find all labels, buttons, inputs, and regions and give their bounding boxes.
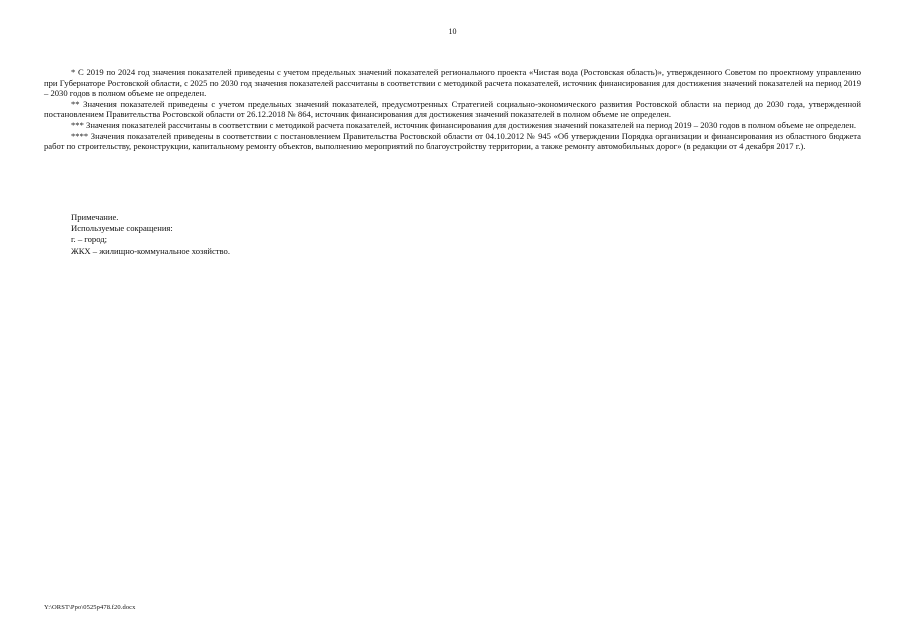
footnote-1: * С 2019 по 2024 год значения показателей приведены с учетом предельных значений показателей регионального проекта «Чистая вода (Ростовская область)», утвержденного Советом по проектному управлению при Губернаторе Ростовской области, с 2025 по 2030 год значения показателей рассчитаны в соответствии с методикой расчета показателей, источник финансирования для достижения значений показателей на период 2019 – 2030 годов в полном объеме не определен. xyxy=(44,67,861,99)
file-path: Y:\ORST\Ppo\0525p478.f20.docx xyxy=(44,604,136,611)
abbreviation-item: г. – город; xyxy=(71,234,108,245)
note-heading: Примечание. xyxy=(71,212,119,222)
abbreviations-title: Используемые сокращения: xyxy=(71,223,173,234)
footnote-3: *** Значения показателей рассчитаны в соответствии с методикой расчета показателей, источник финансирования для достижения значений показателей на период 2019 – 2030 годов в полном объеме не определен. xyxy=(71,119,856,130)
abbreviation-item: ЖКХ – жилищно-коммунальное хозяйство. xyxy=(71,245,230,256)
footnote-2: ** Значения показателей приведены с учетом предельных значений показателей, предусмотренных Стратегией социально-экономического развития Ростовской области на период до 2030 года, утвержденной постановлением Правительства Ростовской области от 26.12.2018 № 864, источник финансирования для достижения значений показателей в полном объеме не определен. xyxy=(44,98,861,120)
note-block xyxy=(71,212,230,257)
footnote-4: **** Значения показателей приведены в соответствии с постановлением Правительства Ростовской области от 04.10.2012 № 945 «Об утверждении Порядка организации и финансирования из областного бюджета работ по строительству, реконструкции, капитальному ремонту объектов, выполнению мероприятий по благоустройству территории, а также ремонту автомобильных дорог» (в редакции от 4 декабря 2017 г.). xyxy=(44,130,861,152)
page-number: 10 xyxy=(448,27,457,36)
footnotes xyxy=(44,67,861,152)
